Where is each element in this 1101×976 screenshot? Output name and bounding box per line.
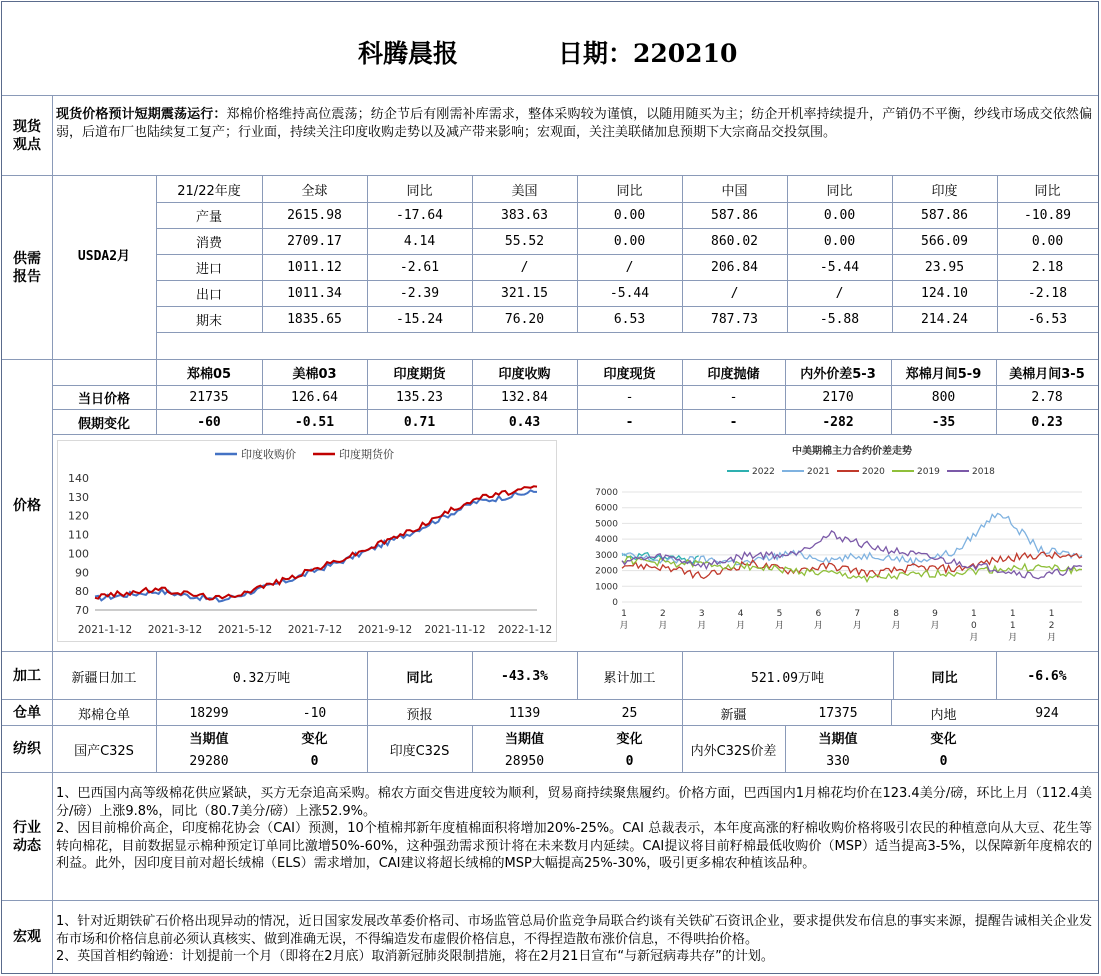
legend-label: 印度收购价 bbox=[241, 448, 296, 461]
legend-label: 2018 bbox=[972, 467, 995, 477]
sd-value: 55.52 bbox=[504, 233, 545, 249]
textile-chg-label: 变化 bbox=[930, 732, 957, 747]
legend-label: 2022 bbox=[752, 467, 775, 477]
sd-value: 587.86 bbox=[921, 207, 968, 223]
price-value: 0.71 bbox=[403, 415, 436, 430]
report-header bbox=[2, 2, 1098, 96]
warehouse-cell: -10 bbox=[302, 705, 327, 721]
x-tick-label: 2021-7-12 bbox=[287, 624, 343, 636]
x-tick-label: 2021-11-12 bbox=[424, 624, 486, 636]
price-col-header: 郑棉05 bbox=[186, 367, 232, 382]
divider bbox=[682, 652, 683, 700]
divider bbox=[892, 176, 893, 332]
morning-report bbox=[1, 1, 1099, 974]
divider bbox=[785, 726, 786, 773]
price-row-label: 当日价格 bbox=[77, 392, 130, 407]
processing-cell: 0.32万吨 bbox=[232, 670, 291, 686]
sd-value: 0.00 bbox=[613, 233, 646, 249]
y-tick-label: 4000 bbox=[595, 535, 618, 546]
divider bbox=[785, 360, 786, 434]
spot-view-section bbox=[2, 96, 1098, 176]
textile-chg-value: 0 bbox=[625, 753, 634, 769]
divider bbox=[156, 332, 1098, 333]
price-col-header: 内外价差5-3 bbox=[800, 367, 876, 382]
sd-value: -15.24 bbox=[396, 311, 443, 327]
warehouse-cell: 新疆 bbox=[720, 707, 747, 723]
legend-label: 印度期货价 bbox=[339, 448, 394, 461]
x-tick-label: 1 1 月 bbox=[1008, 609, 1018, 643]
india-price-chart bbox=[57, 440, 557, 642]
industry-text bbox=[56, 785, 1092, 873]
sd-row-label: 进口 bbox=[195, 261, 222, 277]
divider bbox=[367, 360, 368, 434]
y-tick-label: 120 bbox=[68, 509, 89, 523]
divider bbox=[472, 726, 473, 773]
series-line bbox=[95, 486, 537, 599]
sd-row-label: 消费 bbox=[195, 235, 222, 251]
textile-name: 内外C32S价差 bbox=[690, 744, 777, 759]
divider bbox=[682, 700, 683, 726]
divider bbox=[682, 360, 683, 434]
sd-value: 2615.98 bbox=[287, 207, 342, 223]
sd-col-header: 印度 bbox=[931, 183, 958, 199]
sd-value: / bbox=[625, 259, 634, 275]
sd-value: -5.44 bbox=[609, 285, 650, 301]
divider bbox=[891, 700, 892, 726]
price-col-header: 美棉03 bbox=[292, 367, 337, 382]
sd-col-header: 全球 bbox=[301, 183, 328, 199]
divider bbox=[997, 176, 998, 332]
sd-col-header: 同比 bbox=[406, 183, 433, 199]
supply-demand-section bbox=[2, 176, 1098, 360]
sd-col-header: 同比 bbox=[826, 183, 853, 199]
x-tick-label: 9 月 bbox=[930, 609, 940, 631]
price-col-header: 郑棉月间5-9 bbox=[905, 367, 982, 382]
spot-view-lead: 现货价格预计短期震荡运行： bbox=[56, 107, 227, 122]
warehouse-section bbox=[2, 700, 1098, 726]
divider bbox=[367, 652, 368, 700]
macro-section bbox=[2, 901, 1098, 973]
x-tick-label: 2021-5-12 bbox=[217, 624, 273, 636]
textile-cur-value: 29280 bbox=[189, 753, 229, 769]
textile-cur-label: 当期值 bbox=[818, 732, 858, 747]
textile-chg-label: 变化 bbox=[616, 732, 643, 747]
processing-cell: -43.3% bbox=[501, 668, 548, 684]
textile-row bbox=[52, 726, 1098, 773]
sd-value: 587.86 bbox=[711, 207, 758, 223]
industry-section bbox=[2, 773, 1098, 901]
textile-chg-value: 0 bbox=[939, 753, 948, 769]
divider bbox=[156, 306, 1098, 307]
y-tick-label: 3000 bbox=[595, 550, 618, 561]
report-date: 日期：220210 bbox=[558, 39, 738, 68]
textile-name: 国产C32S bbox=[74, 744, 134, 759]
x-tick-label: 1 0 月 bbox=[969, 609, 979, 643]
warehouse-cell: 25 bbox=[621, 705, 638, 721]
processing-cell: 521.09万吨 bbox=[751, 670, 824, 686]
y-tick-label: 7000 bbox=[595, 488, 618, 498]
divider bbox=[156, 652, 157, 700]
sd-value: 0.00 bbox=[823, 233, 856, 249]
macro-text bbox=[56, 913, 1092, 966]
sd-row-label: 出口 bbox=[195, 287, 222, 303]
divider bbox=[52, 385, 1098, 386]
sd-value: 76.20 bbox=[504, 311, 545, 327]
sd-col-header: 同比 bbox=[616, 183, 643, 199]
price-value: -0.51 bbox=[294, 415, 335, 430]
price-value: -282 bbox=[822, 415, 854, 430]
textile-cur-value: 28950 bbox=[504, 753, 545, 769]
sd-row-label: 产量 bbox=[195, 209, 222, 225]
x-tick-label: 6 月 bbox=[813, 609, 823, 631]
processing-cell: -6.6% bbox=[1027, 668, 1067, 684]
usda-source: USDA2月 bbox=[77, 248, 131, 264]
textile-cur-label: 当期值 bbox=[189, 732, 229, 747]
price-col-header: 印度抛储 bbox=[707, 367, 760, 382]
x-tick-label: 2021-3-12 bbox=[147, 624, 203, 636]
sd-value: 0.00 bbox=[1031, 233, 1064, 249]
warehouse-cell: 924 bbox=[1035, 705, 1059, 721]
divider bbox=[262, 176, 263, 332]
divider bbox=[156, 700, 157, 726]
x-tick-label: 5 月 bbox=[774, 609, 785, 631]
sd-value: -5.88 bbox=[819, 311, 860, 327]
x-tick-label: 2022-1-12 bbox=[497, 624, 553, 636]
sd-value: -10.89 bbox=[1024, 207, 1071, 223]
sd-value: 124.10 bbox=[921, 285, 968, 301]
report-title: 科腾晨报 bbox=[358, 39, 459, 68]
price-col-header: 印度收购 bbox=[498, 367, 551, 382]
sd-value: 2.18 bbox=[1031, 259, 1064, 275]
spot-view-body: 郑棉价格维持高位震荡；纺企节后有刚需补库需求，整体采购较为谨慎，以随用随买为主；纺企开机率持续提升，产销仍不平衡，纱线市场成交依然偏弱，后道布厂也陆续复工复产；行业面，持续关注印度收购走势以及减产带来影响；宏观面，关注美联储加息预期下大宗商品交投氛围。 bbox=[56, 107, 1092, 140]
macro-item-2: 2、英国首相约翰逊：计划提前一个月（即将在2月底）取消新冠肺炎限制措施，将在2月21日宣布“与新冠病毒共存”的计划。 bbox=[56, 949, 774, 964]
supply-demand-label: 供需报告 bbox=[2, 176, 53, 359]
price-label: 价格 bbox=[2, 360, 53, 651]
industry-label: 行业动态 bbox=[2, 773, 53, 900]
x-tick-label: 3 月 bbox=[697, 609, 707, 631]
sd-value: 4.14 bbox=[403, 233, 436, 249]
divider bbox=[893, 652, 894, 700]
divider bbox=[472, 652, 473, 700]
textile-chg-value: 0 bbox=[310, 753, 319, 769]
y-tick-label: 100 bbox=[68, 547, 89, 561]
sd-value: 6.53 bbox=[613, 311, 646, 327]
y-tick-label: 1000 bbox=[595, 582, 618, 593]
x-tick-label: 2 月 bbox=[658, 609, 668, 631]
y-tick-label: 80 bbox=[75, 585, 89, 599]
divider bbox=[156, 228, 1098, 229]
sd-col-header: 同比 bbox=[1034, 183, 1061, 199]
price-value: 135.23 bbox=[396, 390, 443, 405]
price-value: 0.23 bbox=[1031, 415, 1063, 430]
price-col-header: 印度期货 bbox=[393, 367, 446, 382]
sd-col-header: 21/22年度 bbox=[177, 183, 241, 199]
legend-label: 2020 bbox=[862, 467, 885, 477]
y-tick-label: 110 bbox=[68, 528, 89, 542]
sd-value: 321.15 bbox=[501, 285, 548, 301]
processing-label: 加工 bbox=[2, 652, 53, 699]
price-col-header: 印度现货 bbox=[603, 367, 656, 382]
sd-value: 566.09 bbox=[921, 233, 968, 249]
price-row-label: 假期变化 bbox=[77, 417, 130, 432]
x-tick-label: 1 2 月 bbox=[1047, 609, 1057, 643]
textile-cur-label: 当期值 bbox=[504, 732, 544, 747]
warehouse-cell: 内地 bbox=[930, 707, 957, 723]
divider bbox=[52, 409, 1098, 410]
x-tick-label: 2021-9-12 bbox=[357, 624, 413, 636]
price-table bbox=[52, 360, 1098, 434]
divider bbox=[156, 176, 157, 360]
price-value: 800 bbox=[931, 390, 956, 405]
sd-value: -5.44 bbox=[819, 259, 860, 275]
series-line bbox=[622, 552, 1082, 578]
price-value: - bbox=[625, 415, 634, 430]
price-value: 2170 bbox=[822, 390, 854, 405]
divider bbox=[682, 726, 683, 773]
sd-value: 1835.65 bbox=[287, 311, 342, 327]
processing-cell: 累计加工 bbox=[603, 670, 656, 686]
y-tick-label: 6000 bbox=[595, 503, 618, 514]
warehouse-cell: 18299 bbox=[189, 705, 229, 721]
divider bbox=[891, 360, 892, 434]
sd-value: 2709.17 bbox=[287, 233, 342, 249]
sd-value: 1011.12 bbox=[287, 259, 342, 275]
processing-section bbox=[2, 652, 1098, 700]
x-tick-label: 7 月 bbox=[852, 609, 862, 631]
textile-name: 印度C32S bbox=[389, 744, 450, 759]
y-tick-label: 140 bbox=[68, 472, 89, 485]
price-value: -60 bbox=[197, 415, 221, 430]
divider bbox=[156, 202, 1098, 203]
x-tick-label: 4 月 bbox=[736, 609, 746, 631]
legend-label: 2021 bbox=[807, 467, 830, 477]
sd-value: -2.39 bbox=[399, 285, 440, 301]
warehouse-cell: 预报 bbox=[406, 707, 433, 723]
sd-col-header: 中国 bbox=[721, 183, 748, 199]
spot-view-label: 现货观点 bbox=[2, 96, 53, 175]
divider bbox=[367, 726, 368, 773]
price-section bbox=[2, 360, 1098, 652]
divider bbox=[577, 652, 578, 700]
price-value: 0.43 bbox=[508, 415, 541, 430]
industry-item-2: 2、因目前棉价高企，印度棉花协会（CAI）预测，10个植棉邦新年度植棉面积将增加20%-25%。CAI 总裁表示，本年度高涨的籽棉收购价格将吸引农民的种植意向从大豆、花生等转向棉花，目前数据显示棉种预定订单同比激增50%-60%，这种强劲需求预计将在未来数月内延续。CAI提议将目前籽棉最低收购价（MSP）适当提高3-5%，以保障新年度棉农的利益。此外，因印度目前对超长绒棉（ELS）需求增加，CAI建议将超长绒棉的MSP大幅提高25%-30%，吸引更多棉农种植该品种。 bbox=[56, 821, 1092, 871]
divider bbox=[367, 176, 368, 332]
macro-item-1: 1、针对近期铁矿石价格出现异动的情况，近日国家发展改革委价格司、市场监管总局价监竞争局联合约谈有关铁矿石资讯企业，要求提供发布信息的事实来源，提醒告诫相关企业发布市场和价格信息前必须认真核实、做到准确无误，不得编造发布虚假价格信息，不得捏造散布涨价信息，不得哄抬价格。 bbox=[56, 914, 1092, 947]
sd-value: 23.95 bbox=[924, 259, 965, 275]
sd-col-header: 美国 bbox=[511, 183, 538, 199]
y-tick-label: 5000 bbox=[595, 519, 618, 530]
sd-value: / bbox=[835, 285, 844, 301]
x-tick-label: 8 月 bbox=[891, 609, 901, 631]
x-tick-label: 1 月 bbox=[619, 609, 629, 631]
sd-value: / bbox=[730, 285, 739, 301]
processing-cell: 同比 bbox=[931, 670, 958, 686]
divider bbox=[577, 176, 578, 332]
divider bbox=[156, 360, 157, 434]
spot-view-text bbox=[56, 106, 1092, 141]
divider bbox=[996, 360, 997, 434]
sd-value: 787.73 bbox=[711, 311, 758, 327]
x-tick-label: 2021-1-12 bbox=[77, 624, 133, 636]
supply-demand-table bbox=[156, 176, 1098, 360]
sd-value: 214.24 bbox=[921, 311, 968, 327]
sd-value: 383.63 bbox=[501, 207, 548, 223]
sd-value: -17.64 bbox=[396, 207, 443, 223]
sd-value: -2.61 bbox=[399, 259, 440, 275]
price-value: - bbox=[625, 390, 634, 405]
divider bbox=[787, 176, 788, 332]
series-line bbox=[95, 490, 537, 601]
legend-label: 2019 bbox=[917, 467, 940, 477]
textile-chg-label: 变化 bbox=[301, 732, 328, 747]
sd-value: 0.00 bbox=[823, 207, 856, 223]
y-tick-label: 90 bbox=[75, 566, 89, 580]
sd-value: 860.02 bbox=[711, 233, 758, 249]
chart-title: 中美期棉主力合约价差走势 bbox=[792, 446, 912, 457]
textile-section bbox=[2, 726, 1098, 773]
y-tick-label: 0 bbox=[612, 598, 618, 608]
sd-row-label: 期末 bbox=[195, 313, 222, 329]
warehouse-label: 仓单 bbox=[2, 700, 53, 725]
processing-cell: 新疆日加工 bbox=[71, 670, 137, 686]
divider bbox=[682, 176, 683, 332]
y-tick-label: 70 bbox=[75, 604, 89, 617]
sd-value: / bbox=[520, 259, 529, 275]
sd-value: -2.18 bbox=[1027, 285, 1068, 301]
sd-value: -6.53 bbox=[1027, 311, 1068, 327]
warehouse-row bbox=[52, 700, 1098, 726]
divider bbox=[156, 280, 1098, 281]
divider bbox=[472, 176, 473, 332]
price-col-header: 美棉月间3-5 bbox=[1009, 367, 1085, 382]
processing-cell: 同比 bbox=[406, 670, 433, 686]
chart-frame bbox=[58, 441, 557, 642]
price-value: 21735 bbox=[189, 390, 229, 405]
warehouse-cell: 17375 bbox=[818, 705, 858, 721]
price-value: 126.64 bbox=[291, 390, 338, 405]
y-tick-label: 2000 bbox=[595, 566, 618, 577]
sd-value: 206.84 bbox=[711, 259, 758, 275]
divider bbox=[52, 434, 1098, 435]
processing-row bbox=[52, 652, 1098, 700]
sd-value: 1011.34 bbox=[287, 285, 342, 301]
spread-chart bbox=[592, 440, 1092, 650]
divider bbox=[996, 652, 997, 700]
divider bbox=[156, 254, 1098, 255]
divider bbox=[262, 360, 263, 434]
price-value: 2.78 bbox=[1031, 390, 1063, 405]
divider bbox=[367, 700, 368, 726]
warehouse-cell: 1139 bbox=[508, 705, 541, 721]
textile-cur-value: 330 bbox=[826, 753, 850, 769]
price-value: -35 bbox=[931, 415, 956, 430]
divider bbox=[577, 360, 578, 434]
divider bbox=[156, 726, 157, 773]
price-value: - bbox=[729, 390, 738, 405]
textile-label: 纺织 bbox=[2, 726, 53, 772]
macro-label: 宏观 bbox=[2, 901, 53, 973]
price-value: 132.84 bbox=[501, 390, 548, 405]
price-value: - bbox=[729, 415, 738, 430]
warehouse-cell: 郑棉仓单 bbox=[77, 707, 130, 723]
sd-value: 0.00 bbox=[613, 207, 646, 223]
divider bbox=[472, 360, 473, 434]
y-tick-label: 130 bbox=[68, 490, 89, 504]
industry-item-1: 1、巴西国内高等级棉花供应紧缺，买方无奈追高采购。棉农方面交售进度较为顺利，贸易商持续聚焦履约。价格方面，巴西国内1月棉花均价在123.4美分/磅，环比上月（112.4美分/磅）上涨9.8%，同比（80.7美分/磅）上涨52.9%。 bbox=[56, 786, 1092, 819]
